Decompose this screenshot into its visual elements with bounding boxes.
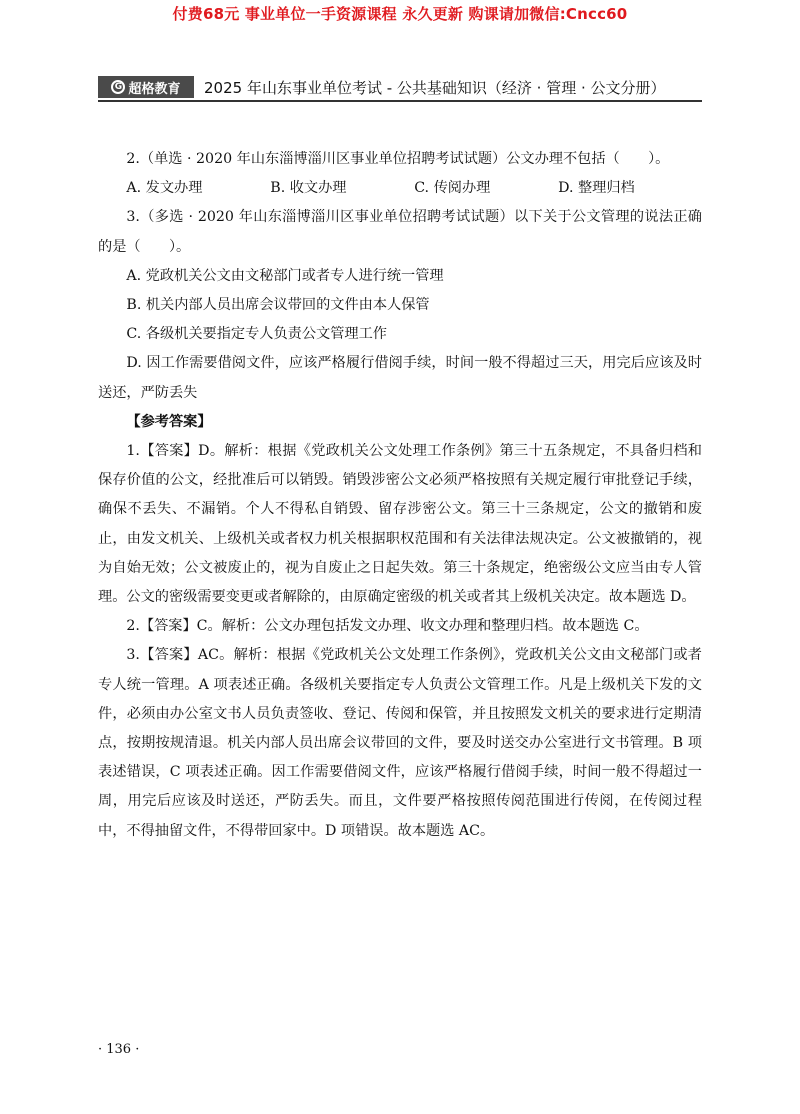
answer-1: 1.【答案】D。解析：根据《党政机关公文处理工作条例》第三十五条规定，不具备归档和保存价值的公文，经批准后可以销毁。销毁涉密公文必须严格按照有关规定履行审批登记手续，确保不丢失、不漏销。个人不得私自销毁、留存涉密公文。第三十三条规定，公文的撤销和废止，由发文机关、上级机关或者权力机关根据职权范围和有关法律法规决定。公文被撤销的，视为自始无效；公文被废止的，视为自废止之日起失效。第三十条规定，绝密级公文应当由专人管理。公文的密级需要变更或者解除的，由原确定密级的机关或者其上级机关决定。故本题选 D。	[98, 443, 702, 606]
q2-option-c: C. 传阅办理	[414, 180, 491, 197]
question-3-stem: 3.（多选 · 2020 年山东淄博淄川区事业单位招聘考试试题）以下关于公文管理的说法正确的是（ ）。	[98, 209, 702, 255]
q2-option-b: B. 收文办理	[270, 180, 347, 197]
q3-option-b: B. 机关内部人员出席会议带回的文件由本人保管	[126, 297, 430, 314]
q2-option-a: A. 发文办理	[126, 180, 203, 197]
question-2-stem: 2.（单选 · 2020 年山东淄博淄川区事业单位招聘考试试题）公文办理不包括（ ）。	[126, 151, 670, 167]
logo-g-icon: G	[111, 80, 125, 94]
q3-option-d: D. 因工作需要借阅文件，应该严格履行借阅手续，时间一般不得超过三天，用完后应该及时送还，严防丢失	[98, 355, 702, 401]
answer-3: 3.【答案】AC。解析：根据《党政机关公文处理工作条例》，党政机关公文由文秘部门或者专人统一管理。A 项表述正确。各级机关要指定专人负责公文管理工作。凡是上级机关下发的文件，必须由办公室文书人员负责签收、登记、传阅和保管，并且按照发文机关的要求进行定期清点，按期按规清退。机关内部人员出席会议带回的文件，要及时送交办公室进行文书管理。B 项表述错误，C 项表述正确。因工作需要借阅文件，应该严格履行借阅手续，时间一般不得超过一周，用完后应该及时送还，严防丢失。而且，文件要严格按照传阅范围进行传阅，在传阅过程中，不得抽留文件，不得带回家中。D 项错误。故本题选 AC。	[98, 647, 702, 839]
q3-option-a: A. 党政机关公文由文秘部门或者专人进行统一管理	[126, 267, 444, 284]
logo-text: 超格教育	[128, 81, 181, 97]
question-2-options	[98, 174, 702, 203]
document-body	[98, 145, 702, 846]
header-title: 2025 年山东事业单位考试 - 公共基础知识（经济 · 管理 · 公文分册）	[204, 78, 666, 97]
page-header	[98, 76, 702, 98]
q2-option-d: D. 整理归档	[558, 180, 635, 197]
page-number: · 136 ·	[98, 1042, 140, 1057]
brand-logo	[98, 76, 194, 98]
watermark-banner: 付费68元 事业单位一手资源课程 永久更新 购课请加微信:Cncc60	[172, 5, 628, 23]
header-divider	[98, 100, 702, 102]
answers-heading: 【参考答案】	[126, 413, 212, 430]
answer-2: 2.【答案】C。解析：公文办理包括发文办理、收文办理和整理归档。故本题选 C。	[126, 618, 649, 635]
q3-option-c: C. 各级机关要指定专人负责公文管理工作	[126, 326, 387, 343]
